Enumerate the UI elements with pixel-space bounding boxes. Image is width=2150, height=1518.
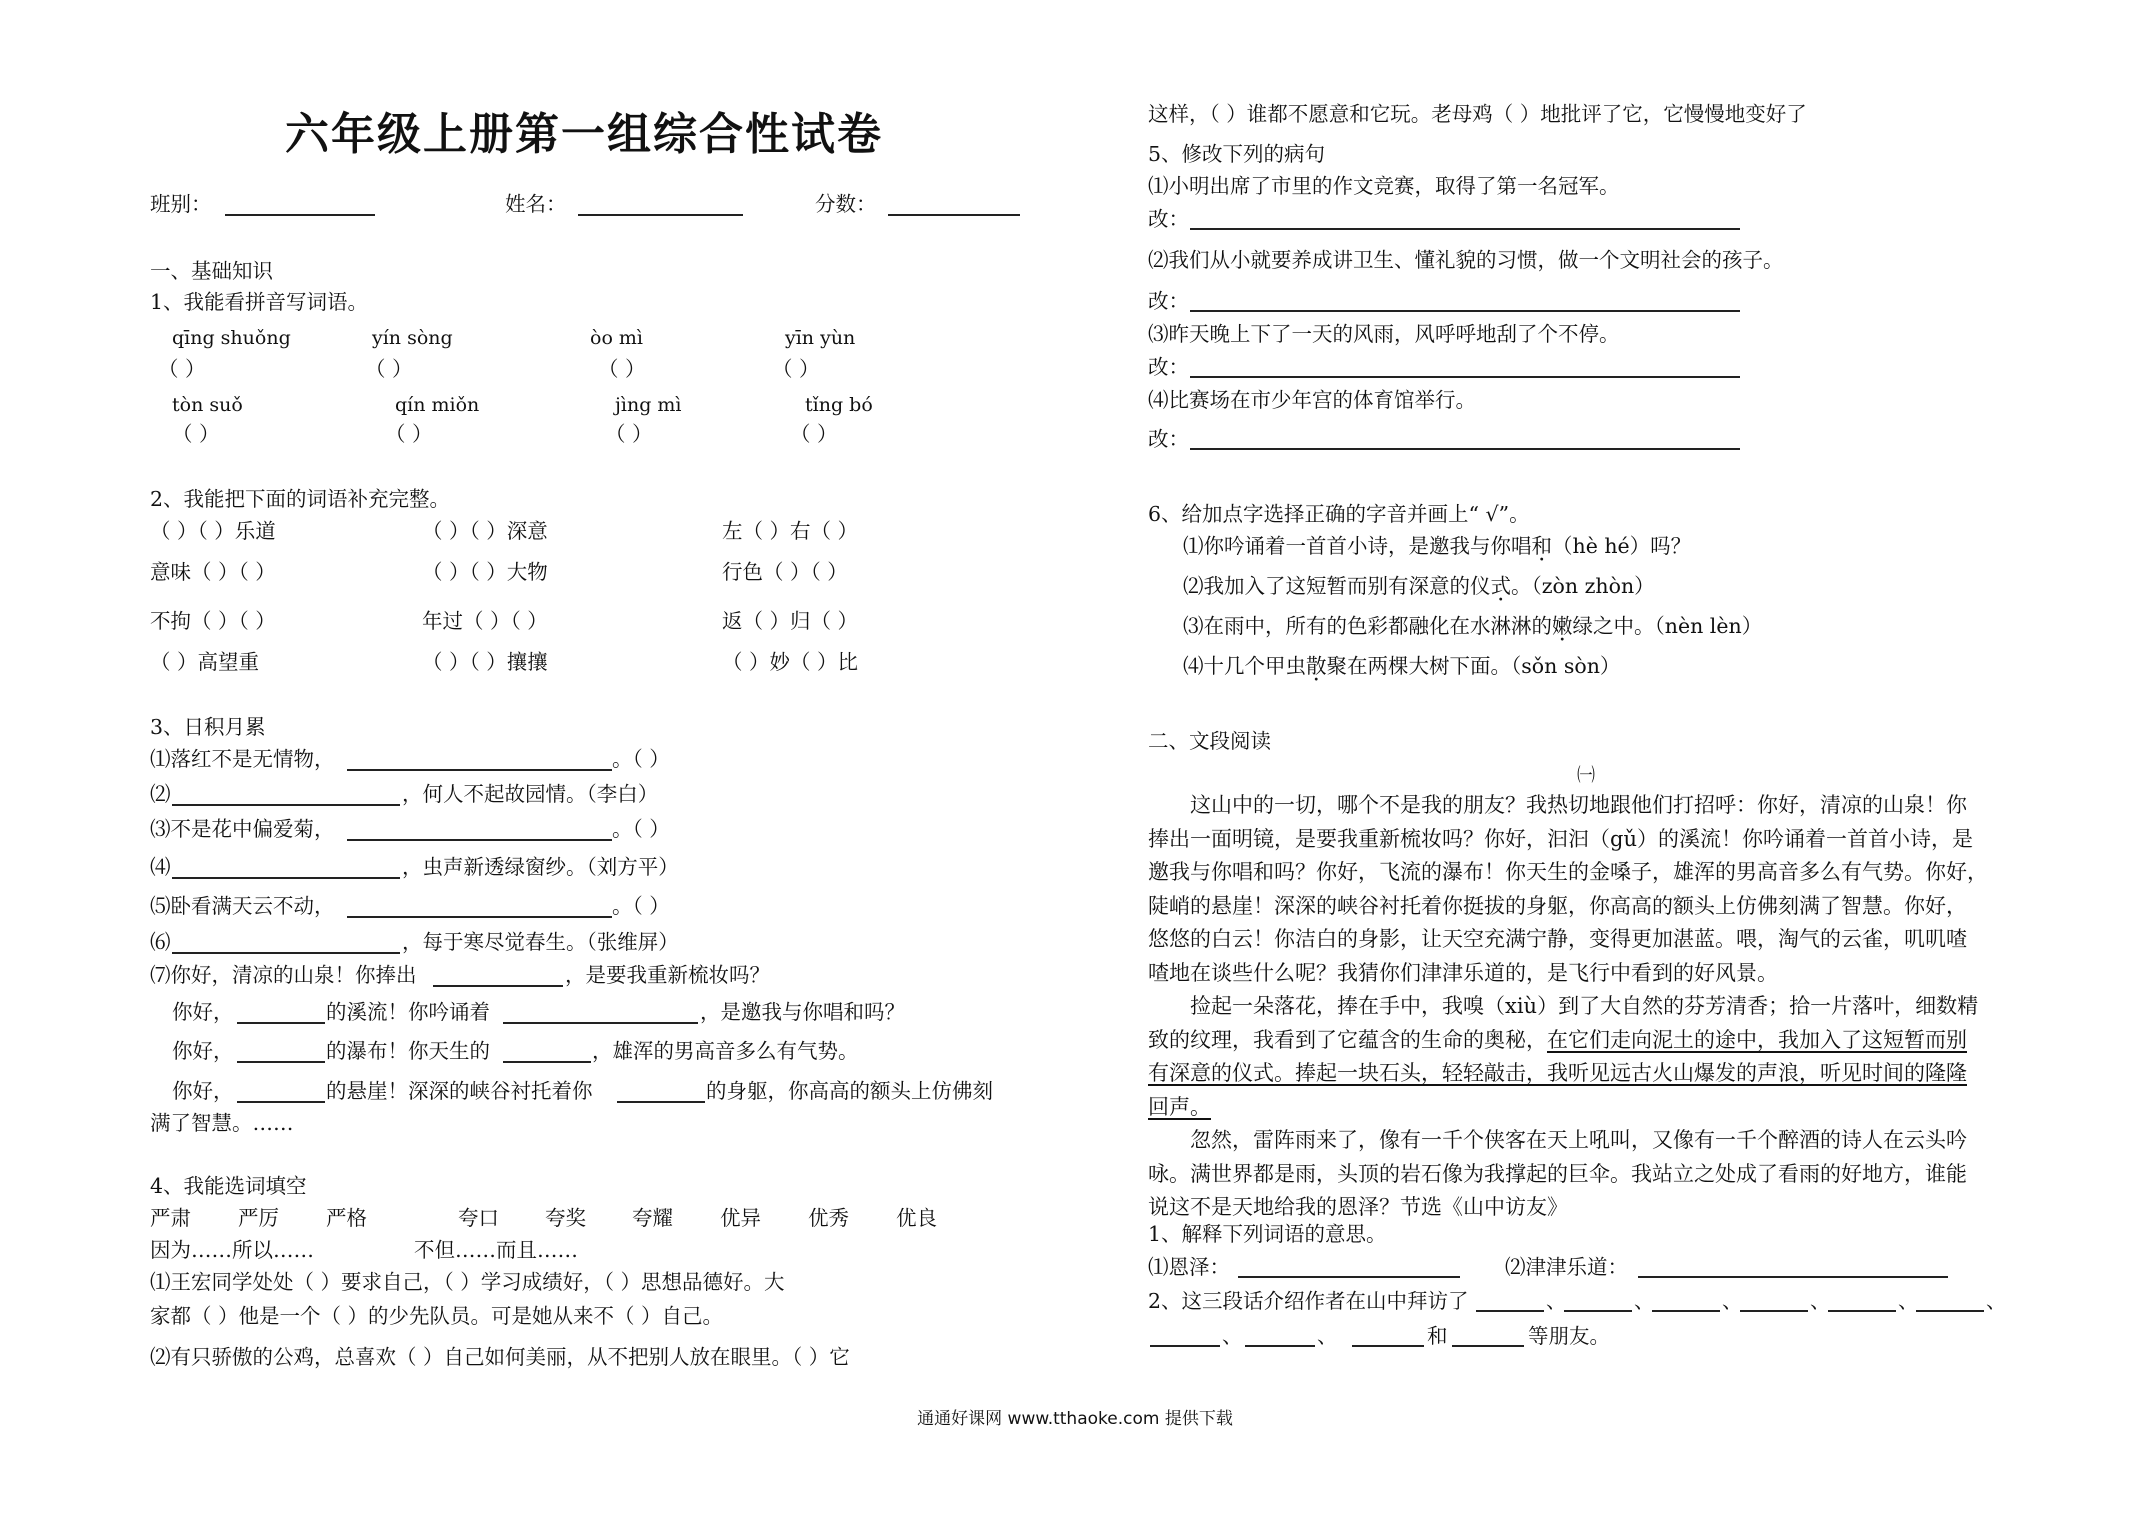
idiom-item[interactable]: （ ）妙（ ）比 [722, 650, 859, 674]
r1-a-blank[interactable] [1238, 1276, 1460, 1278]
sick-sentence: ⑴小明出席了市里的作文竞赛，取得了第一名冠军。 [1148, 174, 1620, 198]
dotted-char: 和 [1531, 534, 1552, 558]
poem-line-a: ⑵ [150, 782, 171, 806]
idiom-item[interactable]: 返（ ）归（ ） [722, 609, 859, 633]
r1-b-label: ⑵津津乐道： [1505, 1255, 1628, 1279]
word-choice: 因为……所以…… [150, 1238, 314, 1262]
answer-brackets[interactable]: （ ） [605, 422, 653, 446]
r1-b-blank[interactable] [1638, 1276, 1948, 1278]
answer-brackets[interactable]: （ ） [385, 422, 433, 446]
fix-label: 改： [1148, 289, 1189, 313]
idiom-item[interactable]: （ ）（ ）大物 [422, 560, 548, 584]
poem-blank[interactable] [347, 916, 612, 918]
footer-credit: 通通好课网 www.tthaoke.com 提供下载 [917, 1409, 1233, 1429]
pinyin: òo mì [590, 327, 644, 349]
fill-sentence[interactable]: ⑵有只骄傲的公鸡，总喜欢（ ）自己如何美丽，从不把别人放在眼里。（ ）它 [150, 1345, 850, 1369]
friend-blank[interactable] [1916, 1310, 1984, 1312]
name-blank[interactable] [578, 214, 743, 216]
separator: 、 [1634, 1289, 1655, 1313]
pinyin: tǐng bó [805, 394, 873, 416]
fix-label: 改： [1148, 355, 1189, 379]
idiom-item[interactable]: （ ）（ ）乐道 [150, 519, 276, 543]
poem-blank[interactable] [347, 769, 612, 771]
name-label: 姓名： [505, 192, 567, 216]
friend-blank[interactable] [1476, 1310, 1544, 1312]
word-choice: 夸耀 [632, 1206, 673, 1230]
passage-blank[interactable] [237, 1022, 325, 1024]
passage-fill-text: 的身躯，你高高的额头上仿佛刻 [706, 1079, 993, 1103]
fix-label: 改： [1148, 207, 1189, 231]
part2-heading: 二、文段阅读 [1148, 729, 1271, 753]
pronunciation-item[interactable]: ⑴你吟诵着一首首小诗，是邀我与你唱和（hè hé）吗？ [1183, 534, 1692, 558]
idiom-item[interactable]: 不拘（ ）（ ） [150, 609, 276, 633]
passage-blank[interactable] [237, 1061, 325, 1063]
poem-line-a: ⑶不是花中偏爱菊， [150, 817, 335, 841]
q6-heading: 6、给加点字选择正确的字音并画上“ √”。 [1148, 502, 1530, 526]
page-title: 六年级上册第一组综合性试卷 [285, 109, 883, 160]
word-choice: 优秀 [808, 1206, 849, 1230]
fix-blank[interactable] [1190, 310, 1740, 312]
class-blank[interactable] [225, 214, 375, 216]
q3-heading: 3、日积月累 [150, 715, 266, 739]
pronunciation-item[interactable]: ⑶在雨中，所有的色彩都融化在水淋淋的嫩绿之中。（nèn lèn） [1183, 614, 1763, 638]
friend-blank[interactable] [1452, 1345, 1524, 1347]
poem-line-a: ⑷ [150, 855, 171, 879]
poem-blank[interactable] [172, 804, 400, 806]
idiom-item[interactable]: （ ）高望重 [150, 650, 260, 674]
word-choice: 夸口 [458, 1206, 499, 1230]
pinyin: yīn yùn [785, 327, 856, 349]
word-choice: 严厉 [238, 1206, 279, 1230]
idiom-item[interactable]: 年过（ ）（ ） [422, 609, 548, 633]
q4-heading: 4、我能选词填空 [150, 1174, 307, 1198]
word-choice: 不但……而且…… [414, 1238, 578, 1262]
idiom-item[interactable]: 意味（ ）（ ） [150, 560, 276, 584]
passage-fill-text: 满了智慧。…… [150, 1111, 294, 1135]
sick-sentence: ⑶昨天晚上下了一天的风雨，风呼呼地刮了个不停。 [1148, 322, 1620, 346]
answer-brackets[interactable]: （ ） [598, 357, 646, 381]
r2-text: 2、这三段话介绍作者在山中拜访了 [1148, 1289, 1469, 1313]
score-label: 分数： [815, 192, 877, 216]
passage-fill-text: ，是邀我与你唱和吗？ [700, 1000, 905, 1024]
passage-blank[interactable] [503, 1061, 591, 1063]
friend-blank[interactable] [1150, 1345, 1220, 1347]
q1-heading: 1、我能看拼音写词语。 [150, 290, 369, 314]
passage-fill-text: 你好， [172, 1039, 234, 1063]
dotted-char: 散 [1306, 654, 1327, 678]
fill-sentence[interactable]: ⑴王宏同学处处（ ）要求自己，（ ）学习成绩好，（ ）思想品德好。大 [150, 1270, 785, 1294]
friend-blank[interactable] [1352, 1345, 1424, 1347]
word-choice: 严肃 [150, 1206, 191, 1230]
friend-blank[interactable] [1828, 1310, 1896, 1312]
friend-blank[interactable] [1652, 1310, 1720, 1312]
friend-blank[interactable] [1564, 1310, 1632, 1312]
separator: 、 [1546, 1289, 1567, 1313]
poem-line-b: ，何人不起故园情。（李白） [402, 782, 659, 806]
separator: 、 [1722, 1289, 1743, 1313]
answer-brackets[interactable]: （ ） [172, 422, 220, 446]
passage-fill-text: 的瀑布！你天生的 [326, 1039, 490, 1063]
reading-passage-p2: 捡起一朵落花，捧在手中，我嗅（xiù）到了大自然的芬芳清香；拾一片落叶，细数精 致的纹理，我看到了它蕴含的生命的奥秘，在它们走向泥土的途中，我加入了这短暂而别 有深意的仪式。捧起一块石头，轻轻敲击，我听见远古火山爆发的声浪，听见时间的隆隆 回声。 [1148, 990, 2018, 1124]
passage-blank[interactable] [433, 985, 563, 987]
word-choice: 夸奖 [545, 1206, 586, 1230]
pronunciation-item[interactable]: ⑷十几个甲虫散聚在两棵大树下面。（sǒn sòn） [1183, 654, 1621, 678]
passage-fill-text: ，雄浑的男高音多么有气势。 [592, 1039, 859, 1063]
fill-sentence[interactable]: 这样，（ ）谁都不愿意和它玩。老母鸡（ ）地批评了它，它慢慢地变好了 [1148, 102, 1807, 126]
separator: 、 [1810, 1289, 1831, 1313]
friend-blank[interactable] [1740, 1310, 1808, 1312]
passage-blank[interactable] [617, 1101, 705, 1103]
and-text: 和 [1427, 1324, 1448, 1348]
fill-sentence[interactable]: 家都（ ）他是一个（ ）的少先队员。可是她从来不（ ）自己。 [150, 1304, 724, 1328]
passage-fill-text: ，是要我重新梳妆吗？ [565, 963, 770, 987]
score-blank[interactable] [888, 214, 1020, 216]
r1-heading: 1、解释下列词语的意思。 [1148, 1222, 1387, 1246]
poem-line-b: 。（ ） [612, 894, 670, 918]
poem-line-b: 。（ ） [612, 817, 670, 841]
poem-line-a: ⑹ [150, 930, 171, 954]
pinyin: yín sòng [372, 327, 453, 349]
underlined-text: 有深意的仪式。捧起一块石头，轻轻敲击，我听见远古火山爆发的声浪，听见时间的隆隆 [1148, 1061, 1967, 1085]
fix-blank[interactable] [1190, 448, 1740, 450]
word-choice: 严格 [326, 1206, 367, 1230]
poem-line-b: ，每于寒尽觉春生。（张维屏） [402, 930, 679, 954]
dotted-char: 嫩 [1552, 614, 1573, 638]
q2-heading: 2、我能把下面的词语补充完整。 [150, 487, 451, 511]
pronunciation-item[interactable]: ⑵我加入了这短暂而别有深意的仪式。（zòn zhòn） [1183, 574, 1655, 598]
pinyin: qín miǒn [395, 394, 480, 416]
passage-fill-text: ⑺你好，清凉的山泉！你捧出 [150, 963, 417, 987]
friend-blank[interactable] [1245, 1345, 1315, 1347]
passage-fill-text: 你好， [172, 1079, 234, 1103]
answer-brackets[interactable]: （ ） [365, 357, 413, 381]
pinyin: tòn suǒ [172, 394, 243, 416]
passage-blank[interactable] [503, 1022, 698, 1024]
separator: 、 [1317, 1324, 1338, 1348]
fix-label: 改： [1148, 427, 1189, 451]
poem-blank[interactable] [172, 952, 400, 954]
section-number: ㈠ [1577, 765, 1595, 786]
idiom-item[interactable]: 行色（ ）（ ） [722, 560, 848, 584]
passage-blank[interactable] [237, 1101, 325, 1103]
idiom-item[interactable]: （ ）（ ）攘攘 [422, 650, 548, 674]
reading-passage-p1: 这山中的一切，哪个不是我的朋友？我热切地跟他们打招呼：你好，清凉的山泉！你 捧出一面明镜，是要我重新梳妆吗？你好，汩汩（gǔ）的溪流！你吟诵着一首首小诗，是 邀我与你唱和吗？你好，飞流的瀑布！你天生的金嗓子，雄浑的男高音多么有气势。你好， 陡峭的悬崖！深深的峡谷衬托着你挺拔的身躯，你高高的额头上仿佛刻满了智慧。你好， 悠悠的白云！你洁白的身影，让天空充满宁静，变得更加湛蓝。喂，淘气的云雀，叽叽喳 喳地在谈些什么呢？我猜你们津津乐道的，是飞行中看到的好风景。 [1148, 793, 1988, 985]
r1-a-label: ⑴恩泽： [1148, 1255, 1230, 1279]
q5-heading: 5、修改下列的病句 [1148, 142, 1326, 166]
separator: 、 [1222, 1324, 1243, 1348]
poem-blank[interactable] [347, 839, 612, 841]
pinyin: jìng mì [615, 394, 682, 416]
word-choice: 优异 [720, 1206, 761, 1230]
word-choice: 优良 [896, 1206, 937, 1230]
class-label: 班别： [150, 192, 212, 216]
answer-brackets[interactable]: （ ） [790, 422, 838, 446]
passage-fill-text: 的溪流！你吟诵着 [326, 1000, 490, 1024]
underlined-text: 回声。 [1148, 1094, 1211, 1119]
idiom-item[interactable]: 左（ ）右（ ） [722, 519, 859, 543]
fix-blank[interactable] [1190, 376, 1740, 378]
separator: 、 [1986, 1289, 2007, 1313]
sick-sentence: ⑵我们从小就要养成讲卫生、懂礼貌的习惯，做一个文明社会的孩子。 [1148, 248, 1784, 272]
reading-passage-p3: 忽然，雷阵雨来了，像有一千个侠客在天上吼叫，又像有一千个醉酒的诗人在云头吟 咏。满世界都是雨，头顶的岩石像为我撑起的巨伞。我站立之处成了看雨的好地方，谁能 说这不是天地给我的恩泽？节选《山中访友》 [1148, 1128, 1967, 1219]
answer-brackets[interactable]: （ ） [158, 357, 206, 381]
pinyin: qīng shuǒng [172, 327, 291, 349]
idiom-item[interactable]: （ ）（ ）深意 [422, 519, 548, 543]
passage-fill-text: 你好， [172, 1000, 234, 1024]
poem-line-a: ⑸卧看满天云不动， [150, 894, 335, 918]
dotted-char: 式 [1490, 574, 1511, 598]
passage-fill-text: 的悬崖！深深的峡谷衬托着你 [326, 1079, 593, 1103]
separator: 、 [1898, 1289, 1919, 1313]
poem-line-b: ，虫声新透绿窗纱。（刘方平） [402, 855, 679, 879]
poem-line-b: 。（ ） [612, 747, 670, 771]
underlined-text: 在它们走向泥土的途中，我加入了这短暂而别 [1547, 1027, 1967, 1052]
answer-brackets[interactable]: （ ） [772, 357, 820, 381]
poem-line-a: ⑴落红不是无情物， [150, 747, 335, 771]
sick-sentence: ⑷比赛场在市少年宫的体育馆举行。 [1148, 388, 1476, 412]
part1-heading: 一、基础知识 [150, 259, 273, 283]
r2-end: 等朋友。 [1528, 1324, 1610, 1348]
poem-blank[interactable] [172, 877, 400, 879]
fix-blank[interactable] [1190, 228, 1740, 230]
